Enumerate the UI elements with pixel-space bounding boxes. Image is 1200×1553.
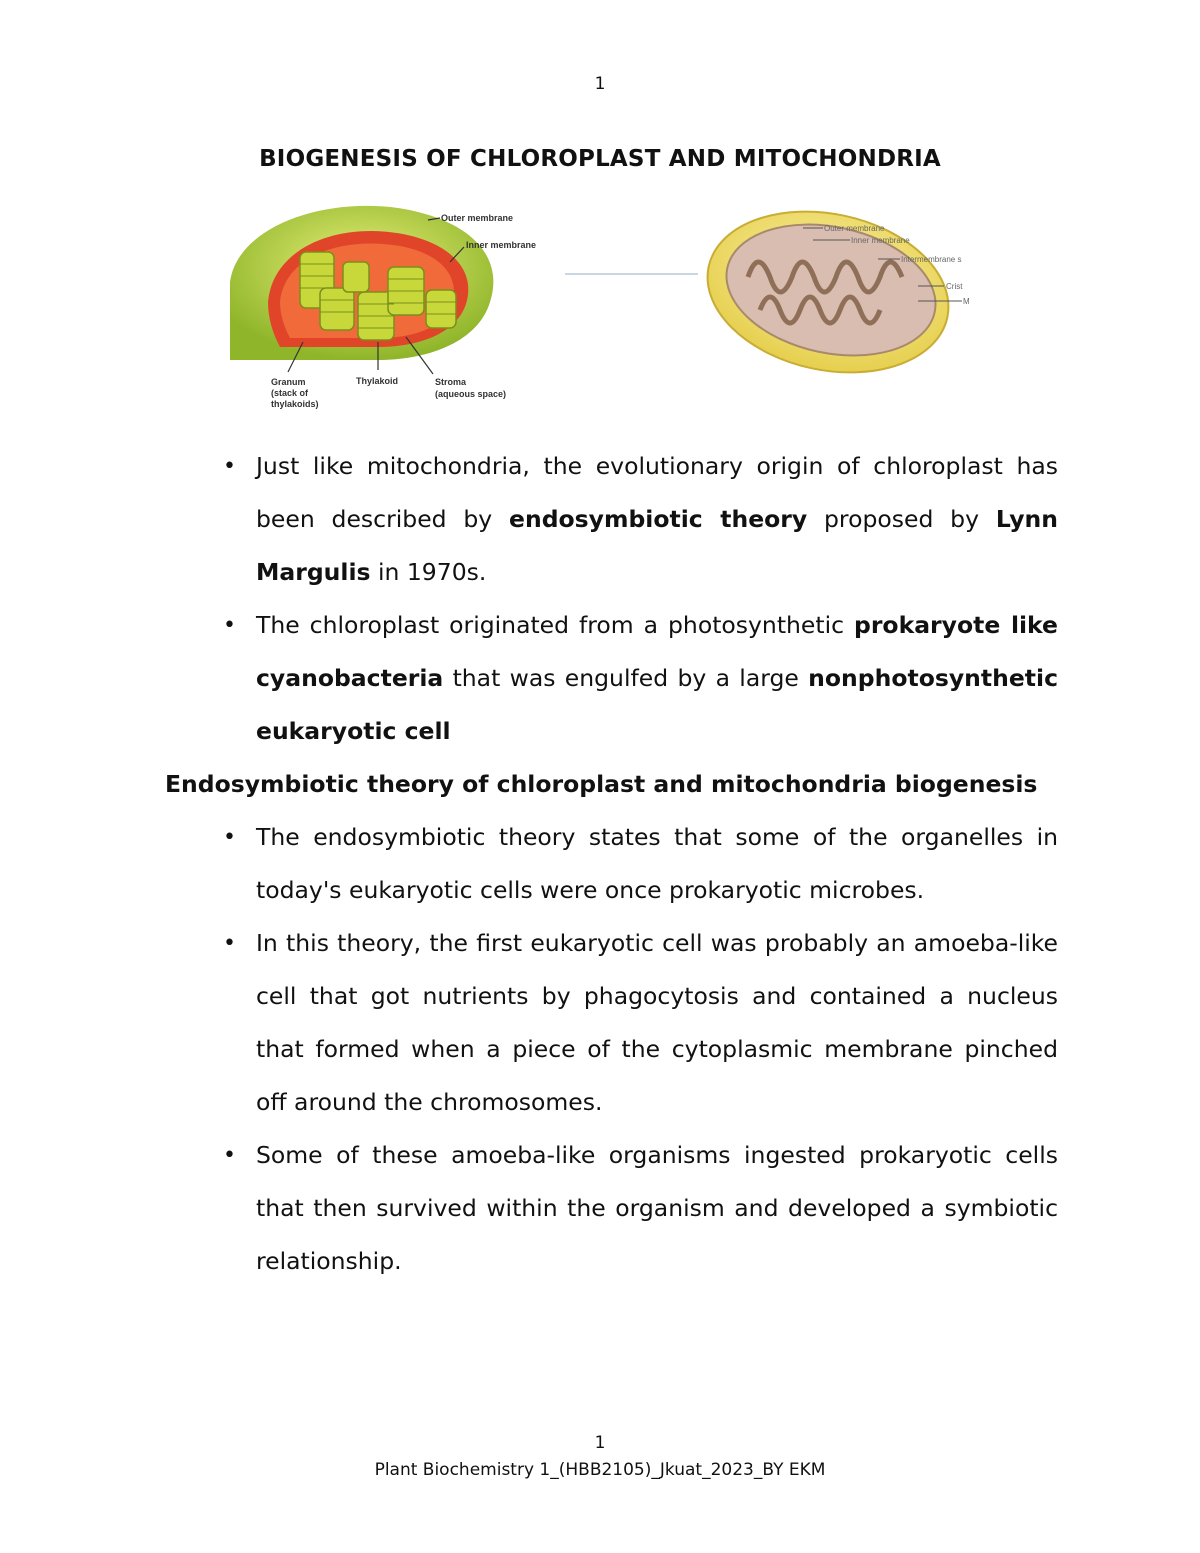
list-item: • In this theory, the first eukaryotic cell was probably an amoeba-like cell that got nutrients by phagocytosis and contained a nucleus that formed when a piece of the cytoplasmic membrane pinched off around the chromosomes. <box>256 917 1058 1129</box>
label-stroma: Stroma <box>435 377 467 387</box>
page-number-bottom: 1 <box>594 1433 606 1453</box>
label-intermembrane: Intermembrane s <box>901 255 962 264</box>
label-granum: Granum <box>271 377 306 387</box>
figures-row <box>228 192 973 427</box>
label-granum-sub1: (stack of <box>271 388 309 398</box>
footer-text: Plant Biochemistry 1_(HBB2105)_Jkuat_2023_BY EKM <box>374 1460 826 1480</box>
list-item: • The endosymbiotic theory states that some of the organelles in today's eukaryotic cells were once prokaryotic microbes. <box>256 811 1058 917</box>
intro-bullet-list <box>0 440 1200 758</box>
chloroplast-diagram <box>230 206 536 409</box>
section-heading: Endosymbiotic theory of chloroplast and mitochondria biogenesis <box>165 770 1038 798</box>
page-title: BIOGENESIS OF CHLOROPLAST AND MITOCHONDRIA <box>259 146 941 172</box>
organelle-figures <box>228 192 973 427</box>
label-matrix: M <box>963 297 970 306</box>
label-granum-sub2: thylakoids) <box>271 399 319 409</box>
page-number-top: 1 <box>594 74 606 94</box>
label-outer-membrane: Outer membrane <box>441 213 514 223</box>
label-inner-membrane: Inner membrane <box>466 240 537 250</box>
label-mito-inner-membrane: Inner membrane <box>851 236 910 245</box>
list-item: • The chloroplast originated from a photosynthetic prokaryote like cyanobacteria that was engulfed by a large nonphotosynthetic eukaryotic cell <box>256 599 1058 758</box>
label-mito-outer-membrane: Outer membrane <box>824 224 885 233</box>
label-cristae: Crist <box>946 282 963 291</box>
label-stroma-sub: (aqueous space) <box>435 389 507 399</box>
document-body <box>0 440 1200 1288</box>
list-item: • Just like mitochondria, the evolutionary origin of chloroplast has been described by endosymbiotic theory proposed by Lynn Margulis in 1970s. <box>256 440 1058 599</box>
mitochondrion-diagram <box>692 192 970 394</box>
list-item: • Some of these amoeba-like organisms ingested prokaryotic cells that then survived within the organism and developed a symbiotic relationship. <box>256 1129 1058 1288</box>
label-thylakoid: Thylakoid <box>356 376 399 386</box>
theory-bullet-list <box>0 811 1200 1288</box>
